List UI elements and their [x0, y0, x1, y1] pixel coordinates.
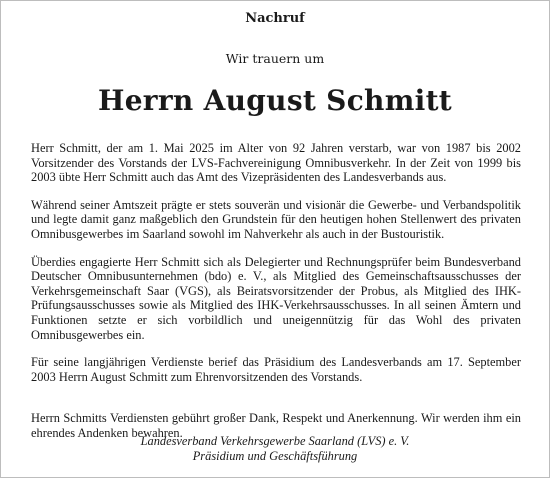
signature-board: Präsidium und Geschäftsführung	[192, 449, 358, 463]
notice-body	[31, 141, 521, 454]
notice-intro: Wir trauern um	[225, 51, 325, 66]
paragraph-career: Herr Schmitt, der am 1. Mai 2025 im Alter von 92 Jahren verstarb, war von 1987 bis 2002 Vorsitzender des Vorstands der LVS-Fachvereinigung Omnibusverkehr. In der Zeit von 1999 bis 2003 übte Herr Schmitt auch das Amt des Vizepräsidenten des Landesverbands aus.	[31, 141, 521, 185]
notice-heading: Nachruf	[245, 11, 305, 26]
paragraph-legacy: Während seiner Amtszeit prägte er stets souverän und visionär die Gewerbe- und Verbandspolitik und legte damit ganz maßgeblich den Grundstein für den heutigen hohen Stellenwert des privaten Omnibusgewerbes im Saarland sowohl im Nahverkehr als auch in der Bustouristik.	[31, 197, 521, 241]
paragraph-gratitude: Herrn Schmitts Verdiensten gebührt großer Dank, Respekt und Anerkennung. Wir werden ihm ein ehrendes Andenken bewahren.	[31, 411, 521, 440]
paragraph-engagements: Überdies engagierte Herr Schmitt sich als Delegierter und Rechnungsprüfer beim Bundesverband Deutscher Omnibusunternehmen (bdo) e. V., als Mitglied des Gemeinschaftsausschusses der Verkehrsgemeinschaft Saar (VGS), als Beiratsvorsitzender der Probus, als Mitglied des IHK-Prüfungsausschusses sowie als Mitglied des IHK-Verkehrsausschusses. In all seinen Ämtern und Funktionen setzte er sich vorbildlich und uneigennützig für das Wohl des privaten Omnibusgewerbes ein.	[31, 254, 521, 342]
paragraph-honorary: Für seine langjährigen Verdienste berief das Präsidium des Landesverbands am 17. September 2003 Herrn August Schmitt zum Ehrenvorsitzenden des Vorstands.	[31, 355, 521, 384]
signature-block	[1, 434, 549, 464]
signature-organization: Landesverband Verkehrsgewerbe Saarland (LVS) e. V.	[140, 434, 410, 448]
deceased-name: Herrn August Schmitt	[97, 84, 453, 117]
